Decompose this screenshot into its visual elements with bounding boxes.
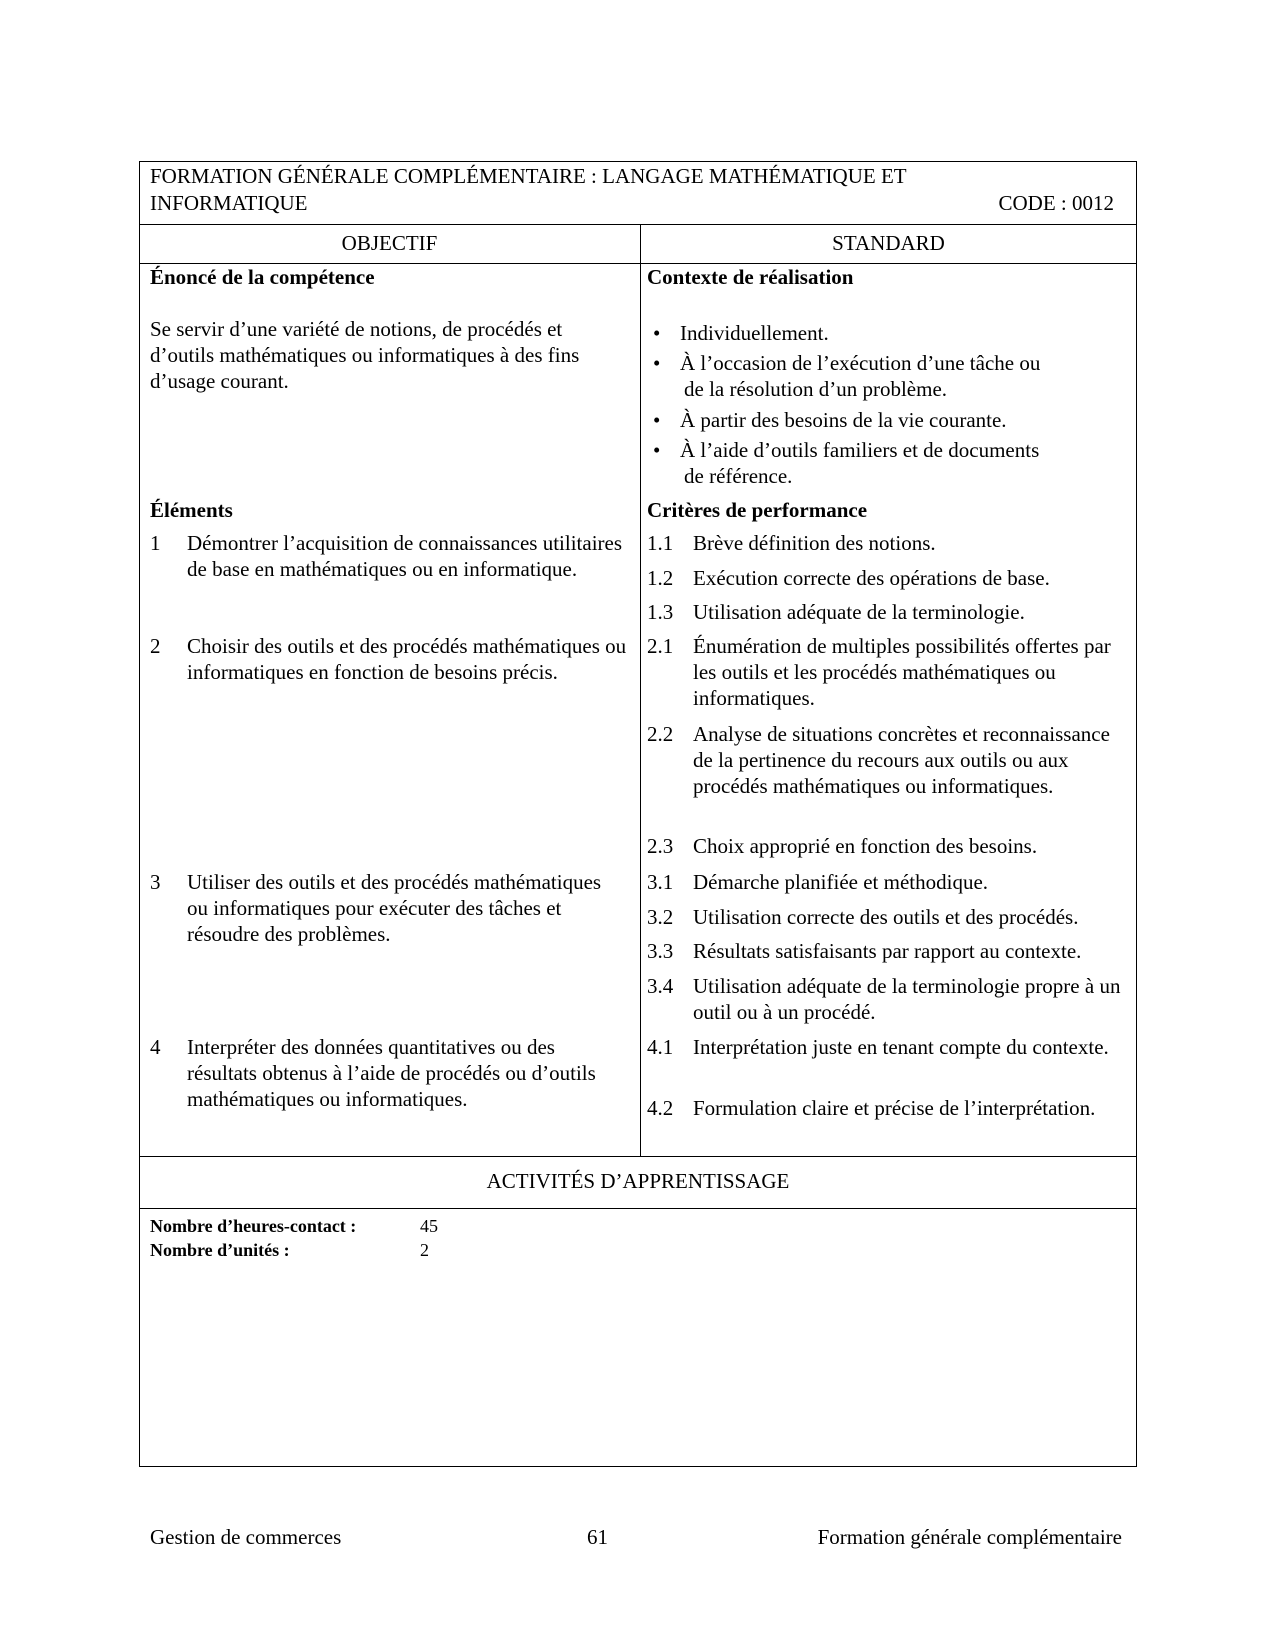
contexte-heading: Contexte de réalisation: [647, 265, 854, 289]
critere-text: Formulation claire et précise de l’interprétation.: [693, 1096, 1096, 1120]
activites-heading: ACTIVITÉS D’APPRENTISSAGE: [486, 1169, 790, 1193]
enonce-heading: Énoncé de la compétence: [150, 265, 375, 289]
column-header-standard: STANDARD: [832, 231, 945, 255]
page-number: 61: [587, 1525, 608, 1549]
divider: [139, 1156, 1137, 1157]
critere-text: Résultats satisfaisants par rapport au contexte.: [693, 939, 1082, 963]
critere-text: Brève définition des notions.: [693, 531, 936, 555]
element-text: Utiliser des outils et des procédés mathématiques ou informatiques pour exécuter des tâches et résoudre des problèmes.: [187, 870, 602, 946]
footer-left: Gestion de commerces: [150, 1525, 342, 1549]
contexte-item-continued: de référence.: [684, 464, 793, 488]
column-header-objectif: OBJECTIF: [341, 231, 438, 255]
critere-text: Utilisation adéquate de la terminologie propre à un outil ou à un procédé.: [693, 974, 1121, 1024]
critere-number: 2.2: [647, 722, 674, 746]
critere-number: 3.1: [647, 870, 674, 894]
column-divider: [640, 224, 641, 1156]
contexte-item: À l’aide d’outils familiers et de documents: [680, 438, 1040, 462]
element-number: 4: [150, 1035, 161, 1059]
unites-label: Nombre d’unités :: [150, 1240, 290, 1260]
critere-number: 1.3: [647, 600, 674, 624]
contexte-item: À partir des besoins de la vie courante.: [680, 408, 1007, 432]
critere-number: 2.3: [647, 834, 674, 858]
element-number: 1: [150, 531, 161, 555]
critere-number: 3.4: [647, 974, 674, 998]
critere-number: 2.1: [647, 634, 674, 658]
divider: [139, 224, 1137, 225]
element-number: 3: [150, 870, 161, 894]
contexte-item: À l’occasion de l’exécution d’une tâche ou: [680, 351, 1041, 375]
elements-heading: Éléments: [150, 498, 233, 522]
contexte-item-continued: de la résolution d’un problème.: [684, 377, 948, 401]
critere-text: Utilisation correcte des outils et des procédés.: [693, 905, 1079, 929]
critere-text: Analyse de situations concrètes et reconnaissance de la pertinence du recours aux outils ou aux procédés mathématiques ou informatiques.: [693, 722, 1110, 798]
critere-number: 1.1: [647, 531, 674, 555]
heures-label: Nombre d’heures-contact :: [150, 1216, 357, 1236]
criteres-heading: Critères de performance: [647, 498, 868, 522]
unites-value: 2: [420, 1240, 429, 1260]
footer-right: Formation générale complémentaire: [817, 1525, 1122, 1549]
critere-text: Exécution correcte des opérations de base.: [693, 566, 1050, 590]
critere-text: Démarche planifiée et méthodique.: [693, 870, 989, 894]
enonce-text: Se servir d’une variété de notions, de procédés et d’outils mathématiques ou informatiques à des fins d’usage courant.: [150, 317, 580, 393]
course-code: CODE : 0012: [998, 191, 1114, 215]
critere-text: Utilisation adéquate de la terminologie.: [693, 600, 1025, 624]
contexte-item: Individuellement.: [680, 321, 829, 345]
critere-text: Énumération de multiples possibilités offertes par les outils et les procédés mathématiques ou informatiques.: [693, 634, 1111, 710]
critere-number: 4.2: [647, 1096, 674, 1120]
table-title-line1: FORMATION GÉNÉRALE COMPLÉMENTAIRE : LANGAGE MATHÉMATIQUE ET: [150, 164, 907, 188]
element-text: Interpréter des données quantitatives ou des résultats obtenus à l’aide de procédés ou d’outils mathématiques ou informatiques.: [187, 1035, 596, 1111]
bullet-icon: •: [653, 438, 661, 462]
bullet-icon: •: [653, 351, 661, 375]
element-text: Démontrer l’acquisition de connaissances utilitaires de base en mathématiques ou en informatique.: [187, 531, 623, 581]
bullet-icon: •: [653, 321, 661, 345]
element-number: 2: [150, 634, 161, 658]
heures-value: 45: [420, 1216, 438, 1236]
divider: [139, 1208, 1137, 1209]
critere-text: Interprétation juste en tenant compte du contexte.: [693, 1035, 1109, 1059]
critere-number: 1.2: [647, 566, 674, 590]
element-text: Choisir des outils et des procédés mathématiques ou informatiques en fonction de besoins précis.: [187, 634, 627, 684]
table-title-line2: INFORMATIQUE: [150, 191, 308, 215]
critere-number: 3.3: [647, 939, 674, 963]
critere-number: 4.1: [647, 1035, 674, 1059]
critere-number: 3.2: [647, 905, 674, 929]
critere-text: Choix approprié en fonction des besoins.: [693, 834, 1038, 858]
bullet-icon: •: [653, 408, 661, 432]
